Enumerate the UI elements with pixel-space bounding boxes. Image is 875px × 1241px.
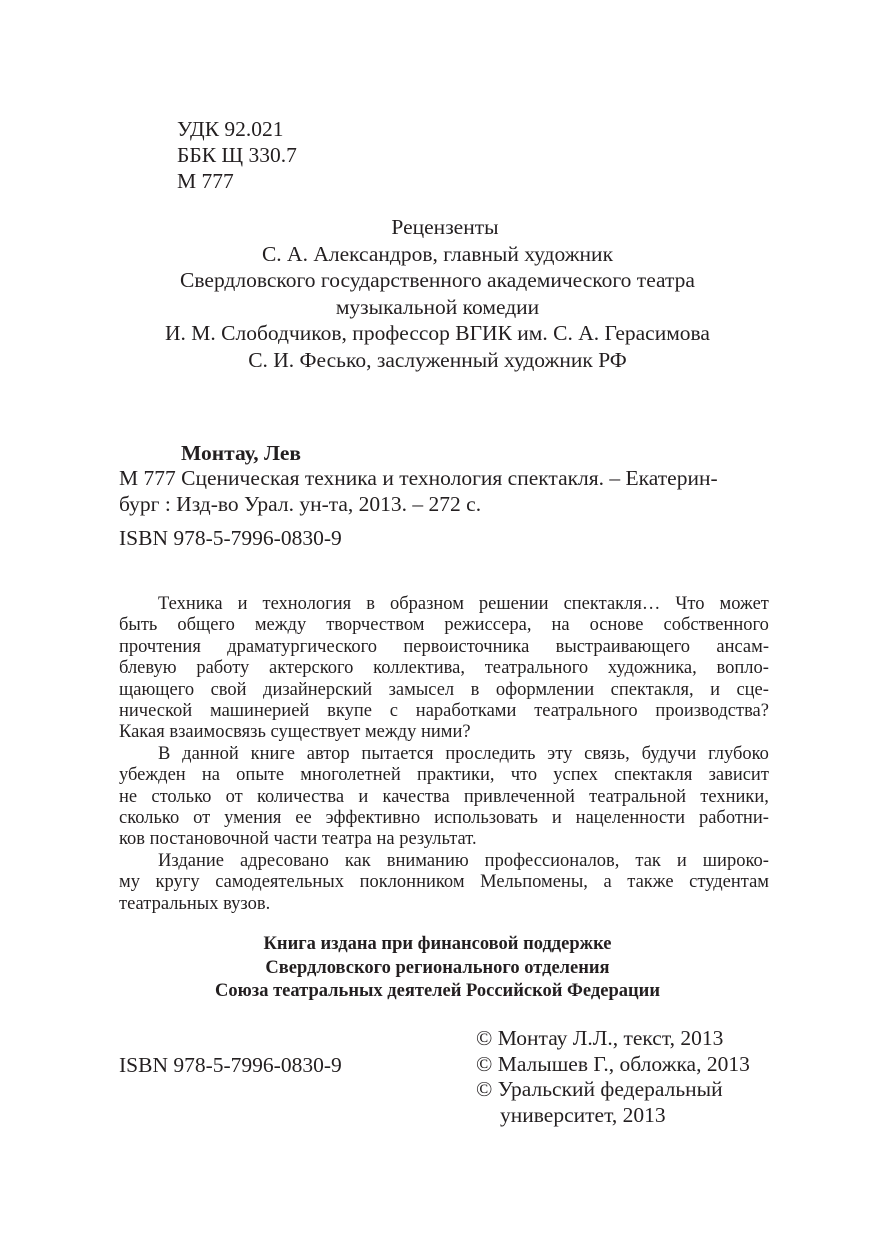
annotation-line: му кругу самодеятельных поклонником Мельпомены, а также студентам: [119, 872, 769, 893]
annotation-line: прочтения драматургического первоисточника выстраивающего ансам-: [119, 636, 769, 657]
isbn-bottom: ISBN 978-5-7996-0830-9: [119, 1053, 342, 1077]
reviewers-block: [0, 214, 875, 373]
annotation-line: не столько от количества и качества привлеченной театральной техники,: [119, 786, 769, 807]
bibliographic-line: М 777 Сценическая техника и технология спектакля. – Екатерин-: [119, 466, 718, 490]
author-name: Монтау, Лев: [181, 441, 302, 465]
annotation-line: убежден на опыте многолетней практики, что успех спектакля зависит: [119, 765, 769, 786]
annotation-line: блевую работу актерского коллектива, театрального художника, вопло-: [119, 658, 769, 679]
annotation-line: сколько от умения ее эффективно использовать и нацеленности работни-: [119, 808, 769, 829]
annotation-line: Техника и технология в образном решении спектакля… Что может: [158, 594, 769, 614]
reviewer-line: И. М. Слободчиков, профессор ВГИК им. С. А. Герасимова: [165, 321, 710, 345]
copyright-line: © Малышев Г., обложка, 2013: [476, 1051, 750, 1076]
classification-codes: [177, 116, 297, 194]
annotation-line: Какая взаимосвязь существует между ними?: [119, 722, 471, 743]
copyright-block: [476, 1026, 750, 1128]
copyright-line: © Монтау Л.Л., текст, 2013: [476, 1026, 724, 1050]
funding-line: Книга издана при финансовой поддержке: [263, 934, 612, 954]
udk-code: УДК 92.021: [177, 117, 284, 141]
annotation-line: нической машинерией вкупе с наработками театрального производства?: [119, 701, 769, 722]
annotation-line: ков постановочной части театра на результат.: [119, 829, 477, 850]
reviewer-line: С. А. Александров, главный художник: [261, 241, 614, 266]
annotation: [119, 594, 769, 915]
author-mark: М 777: [177, 169, 234, 193]
annotation-line: В данной книге автор пытается проследить эту связь, будучи глубоко: [158, 743, 769, 764]
annotation-line: Издание адресовано как вниманию профессионалов, так и широко-: [158, 850, 769, 871]
bibliographic-line: бург : Изд-во Урал. ун-та, 2013. – 272 с.: [119, 492, 482, 516]
reviewer-line: музыкальной комедии: [335, 294, 540, 319]
funding-line: Союза театральных деятелей Российской Федерации: [215, 981, 660, 1001]
isbn: ISBN 978-5-7996-0830-9: [119, 526, 342, 550]
copyright-line: университет, 2013: [500, 1102, 666, 1127]
reviewers-heading: Рецензенты: [391, 215, 499, 239]
reviewer-line: С. И. Фесько, заслуженный художник РФ: [248, 347, 627, 372]
copyright-line: © Уральский федеральный: [476, 1077, 723, 1101]
annotation-line: театральных вузов.: [119, 893, 271, 914]
reviewer-line: Свердловского государственного академического театра: [180, 268, 695, 292]
annotation-line: щающего свой дизайнерский замысел в оформлении спектакля, и сце-: [119, 679, 769, 700]
funding-note: [0, 933, 875, 1004]
annotation-line: быть общего между творчеством режиссера, на основе собственного: [119, 615, 769, 636]
funding-line: Свердловского регионального отделения: [265, 957, 610, 978]
bbk-code: ББК Щ 330.7: [177, 143, 297, 167]
